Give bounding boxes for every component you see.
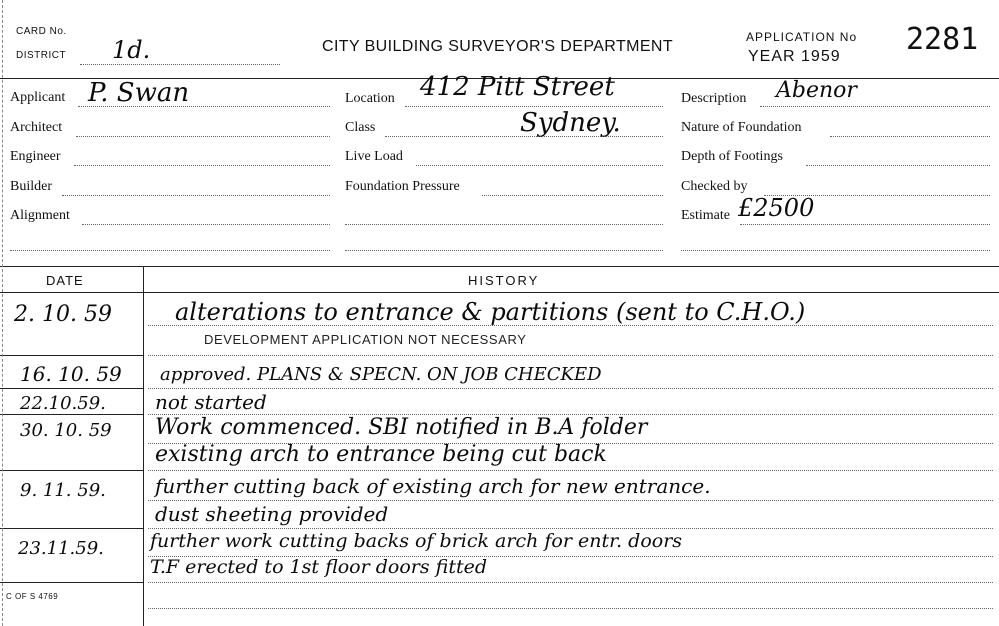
- description-label: Description: [681, 91, 747, 106]
- history-rule: [148, 325, 993, 326]
- date-rule: [0, 388, 143, 389]
- history-rule: [148, 528, 993, 529]
- history-rule: [148, 500, 993, 501]
- location-value-line2: Sydney.: [520, 108, 621, 138]
- description-dotted-line: [760, 106, 990, 107]
- right-extra-dotted-line: [681, 250, 990, 251]
- district-dotted-line: [80, 64, 280, 65]
- alignment-dotted-line: [82, 224, 330, 225]
- history-entry: alterations to entrance & partitions (sent to C.H.O.): [175, 298, 806, 326]
- history-entry: T.F erected to 1st floor doors fitted: [150, 556, 487, 578]
- architect-label: Architect: [10, 120, 63, 135]
- estimate-value: £2500: [738, 194, 815, 222]
- location-label: Location: [345, 91, 395, 106]
- date-rule: [0, 414, 143, 415]
- checked-by-label: Checked by: [681, 179, 748, 194]
- card-left-edge: [2, 0, 3, 626]
- engineer-label: Engineer: [10, 149, 61, 164]
- nature-dotted-line: [830, 136, 990, 137]
- live-load-dotted-line: [416, 165, 663, 166]
- history-stamp: DEVELOPMENT APPLICATION NOT NECESSARY: [204, 332, 527, 347]
- history-rule: [148, 582, 993, 583]
- history-date: 9. 11. 59.: [20, 480, 106, 501]
- left-extra-dotted-line: [10, 250, 330, 251]
- history-entry: further cutting back of existing arch for new entrance.: [155, 474, 711, 498]
- engineer-dotted-line: [74, 165, 330, 166]
- architect-dotted-line: [76, 136, 330, 137]
- date-rule: [0, 470, 143, 471]
- history-date: 16. 10. 59: [20, 362, 122, 386]
- applicant-dotted-line: [78, 106, 330, 107]
- description-value: Abenor: [776, 78, 857, 103]
- estimate-dotted-line: [740, 224, 990, 225]
- department-title: CITY BUILDING SURVEYOR'S DEPARTMENT: [322, 38, 674, 55]
- location-value: 412 Pitt Street: [420, 72, 615, 102]
- history-column-header: HISTORY: [468, 273, 540, 288]
- foundation-pressure-label: Foundation Pressure: [345, 179, 460, 194]
- history-date: 22.10.59.: [20, 393, 106, 414]
- applicant-value: P. Swan: [88, 78, 190, 108]
- depth-of-footings-label: Depth of Footings: [681, 149, 783, 164]
- history-entry: further work cutting backs of brick arch for entr. doors: [150, 530, 683, 552]
- year-label: YEAR 1959: [748, 48, 841, 65]
- history-rule: [148, 388, 993, 389]
- date-column-divider: [143, 266, 144, 626]
- history-top-border: [0, 266, 999, 267]
- history-rule: [148, 470, 993, 471]
- history-entry: dust sheeting provided: [155, 502, 389, 526]
- builder-dotted-line: [62, 195, 330, 196]
- history-date: 30. 10. 59: [20, 420, 112, 441]
- history-entry: approved. PLANS & SPECN. ON JOB CHECKED: [160, 364, 602, 385]
- district-label: DISTRICT: [16, 50, 67, 61]
- middle-extra-dotted-line: [345, 224, 663, 225]
- history-rule: [148, 608, 993, 609]
- applicant-label: Applicant: [10, 90, 66, 105]
- history-entry: Work commenced. SBI notified in B.A folder: [155, 415, 648, 440]
- live-load-label: Live Load: [345, 149, 403, 164]
- foundation-pressure-dotted-line: [482, 195, 663, 196]
- alignment-label: Alignment: [10, 208, 70, 223]
- date-rule: [0, 528, 143, 529]
- application-label: APPLICATION No: [746, 30, 858, 44]
- history-entry: not started: [155, 390, 267, 414]
- district-value: 1d.: [112, 36, 151, 64]
- history-date: 2. 10. 59: [14, 302, 112, 327]
- class-label: Class: [345, 120, 376, 135]
- date-column-header: DATE: [46, 273, 84, 288]
- location-dotted-line: [405, 106, 663, 107]
- depth-dotted-line: [806, 165, 990, 166]
- history-date: 23.11.59.: [18, 538, 104, 559]
- nature-of-foundation-label: Nature of Foundation: [681, 120, 802, 135]
- history-entry: existing arch to entrance being cut back: [155, 442, 607, 467]
- form-code: C OF S 4769: [6, 592, 59, 601]
- class-dotted-line: [385, 136, 663, 137]
- history-rule: [148, 355, 993, 356]
- history-header-divider: [0, 292, 999, 293]
- card-no-label: CARD No.: [16, 26, 67, 37]
- estimate-label: Estimate: [681, 208, 730, 223]
- middle-extra-dotted-line-2: [345, 250, 663, 251]
- application-number: 2281: [906, 22, 979, 57]
- date-rule: [0, 582, 143, 583]
- date-rule: [0, 355, 143, 356]
- builder-label: Builder: [10, 179, 52, 194]
